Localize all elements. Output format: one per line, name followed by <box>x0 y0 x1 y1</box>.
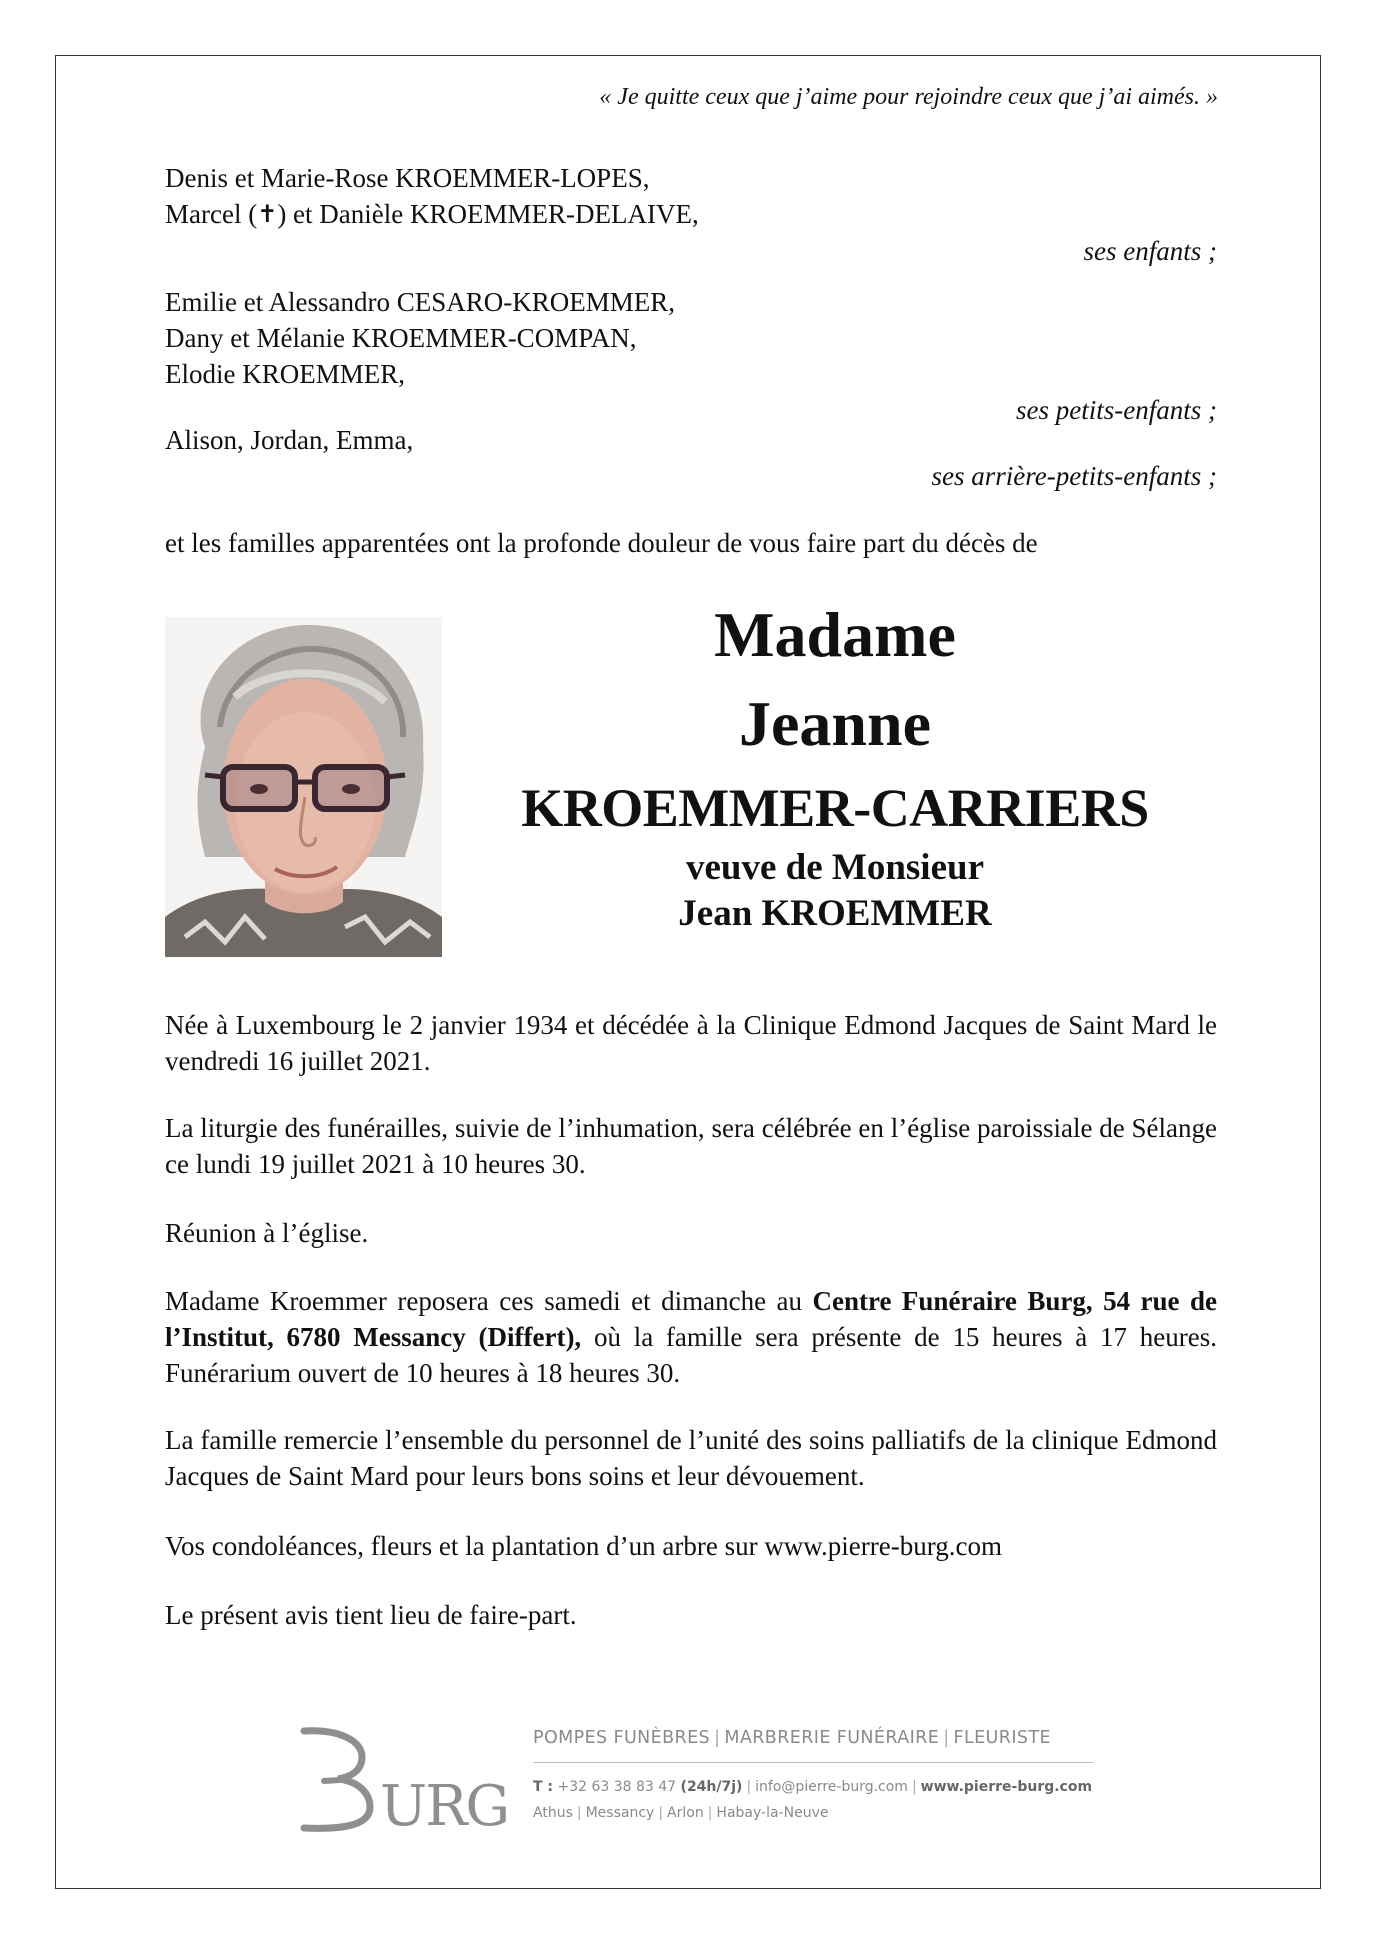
children-block <box>165 160 1217 269</box>
paragraph-liturgy: La liturgie des funérailles, suivie de l’inhumation, sera célébrée en l’église paroissiale de Sélange ce lundi 19 juillet 2021 à 10 heures 30. <box>165 1113 1217 1179</box>
paragraph-thanks: La famille remercie l’ensemble du personnel de l’unité des soins palliatifs de la clinique Edmond Jacques de Saint Mard pour leurs bons soins et leur dévouement. <box>165 1425 1217 1491</box>
grandchildren-block <box>165 284 1217 428</box>
epigraph-quote: « Je quitte ceux que j’aime pour rejoindre ceux que j’ai aimés. » <box>599 84 1218 110</box>
footer-contact <box>533 1728 1093 1821</box>
burg-logo <box>300 1727 509 1839</box>
announcement-intro: et les familles apparentées ont la profonde douleur de vous faire part du décès de <box>165 528 1038 558</box>
footer-divider <box>533 1762 1093 1763</box>
portrait-photo <box>165 617 442 957</box>
funeral-center-address: Centre Funéraire Burg, 54 rue de l’Institut, 6780 Messancy (Differt), <box>165 1286 1218 1352</box>
paragraph-meeting: Réunion à l’église. <box>165 1218 369 1248</box>
spouse-name: Jean KROEMMER <box>678 893 992 934</box>
widow-line: veuve de Monsieur <box>685 847 985 888</box>
family-line: Elodie KROEMMER, <box>165 359 405 389</box>
relation-label: ses enfants ; <box>1083 236 1217 266</box>
great-grandchildren-block <box>165 422 1217 494</box>
svg-text:URG: URG <box>380 1774 509 1839</box>
family-line: Dany et Mélanie KROEMMER-COMPAN, <box>165 323 637 353</box>
phone-number: +32 63 38 83 47 <box>557 1779 677 1795</box>
services-list: POMPES FUNÈBRES | MARBRERIE FUNÉRAIRE | FLEURISTE <box>533 1728 1051 1748</box>
website-link: www.pierre-burg.com <box>920 1779 1093 1795</box>
deceased-title: Madame <box>714 599 956 670</box>
family-line: Denis et Marie-Rose KROEMMER-LOPES, <box>165 163 650 193</box>
family-line: Emilie et Alessandro CESARO-KROEMMER, <box>165 287 675 317</box>
contact-line: T : +32 63 38 83 47 (24h/7j) | info@pierre-burg.com | www.pierre-burg.com <box>533 1779 1093 1795</box>
locations-line: Athus | Messancy | Arlon | Habay-la-Neuve <box>533 1805 829 1821</box>
paragraph-notice: Le présent avis tient lieu de faire-part. <box>165 1600 577 1630</box>
family-line: Alison, Jordan, Emma, <box>165 425 414 455</box>
cross-icon: ✝ <box>257 202 278 228</box>
paragraph-birth-death: Née à Luxembourg le 2 janvier 1934 et décédée à la Clinique Edmond Jacques de Saint Mard le vendredi 16 juillet 2021. <box>165 1010 1217 1076</box>
paragraph-visitation: Madame Kroemmer reposera ces samedi et dimanche au Centre Funéraire Burg, 54 rue de l’Institut, 6780 Messancy (Differt), où la famille sera présente de 15 heures à 17 heures. Funérarium ouvert de 10 heures à 18 heures 30. <box>165 1286 1218 1388</box>
relation-label: ses petits-enfants ; <box>1016 395 1217 425</box>
family-line: Marcel (✝) et Danièle KROEMMER-DELAIVE, <box>165 196 1217 233</box>
relation-label: ses arrière-petits-enfants ; <box>931 461 1217 491</box>
paragraph-condolences: Vos condoléances, fleurs et la plantation d’un arbre sur www.pierre-burg.com <box>165 1531 1002 1561</box>
deceased-first-name: Jeanne <box>739 688 931 759</box>
deceased-full-name: KROEMMER-CARRIERS <box>521 778 1149 838</box>
email-address: info@pierre-burg.com <box>755 1779 908 1795</box>
